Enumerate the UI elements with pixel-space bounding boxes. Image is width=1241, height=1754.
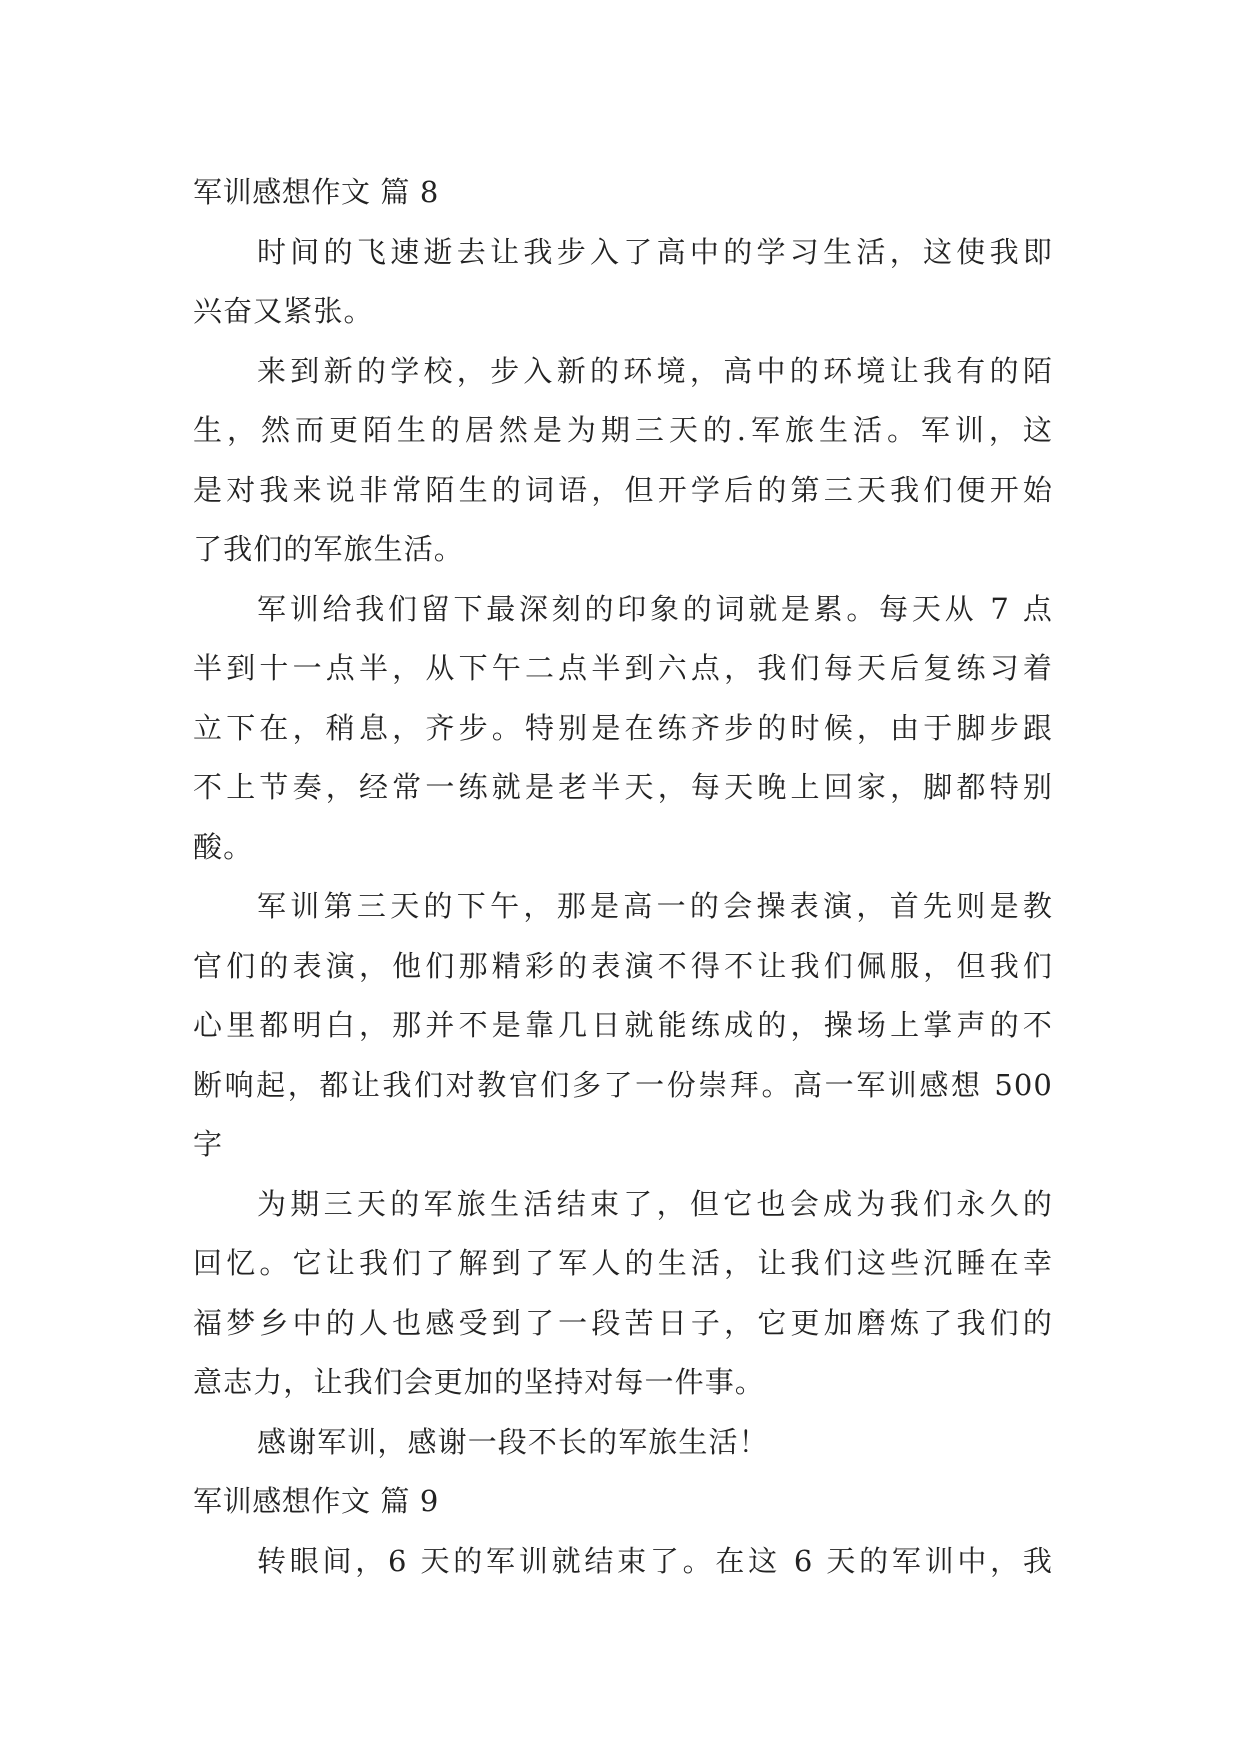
paragraph-line: 军训给我们留下最深刻的印象的词就是累。每天从 7 点: [257, 591, 1053, 626]
paragraph-line: 字: [193, 1127, 224, 1161]
paragraph-line: 来到新的学校，步入新的环境，高中的环境让我有的陌: [257, 353, 1053, 388]
paragraph-line: 兴奋又紧张。: [193, 294, 374, 328]
paragraph-line: 不上节奏，经常一练就是老半天，每天晚上回家，脚都特别: [193, 770, 1053, 804]
paragraph-line: 意志力，让我们会更加的坚持对每一件事。: [193, 1365, 765, 1399]
paragraph-line: 断响起，都让我们对教官们多了一份崇拜。高一军训感想 500: [193, 1067, 1053, 1102]
paragraph-line: 立下在，稍息，齐步。特别是在练齐步的时候，由于脚步跟: [193, 710, 1053, 745]
paragraph-line: 酸。: [193, 829, 254, 864]
paragraph-line: 官们的表演，他们那精彩的表演不得不让我们佩服，但我们: [193, 948, 1053, 983]
document-body: [193, 163, 1053, 1591]
section-heading: 军训感想作文 篇 8: [193, 175, 439, 209]
paragraph-line: 回忆。它让我们了解到了军人的生活，让我们这些沉睡在幸: [193, 1246, 1053, 1280]
paragraph-line: 是对我来说非常陌生的词语，但开学后的第三天我们便开始: [193, 472, 1053, 507]
paragraph-line: 心里都明白，那并不是靠几日就能练成的，操场上掌声的不: [193, 1008, 1053, 1042]
paragraph-line: 生，然而更陌生的居然是为期三天的.军旅生活。军训，这: [193, 413, 1053, 447]
paragraph-line: 半到十一点半，从下午二点半到六点，我们每天后复练习着: [193, 651, 1053, 685]
paragraph-line: 转眼间，6 天的军训就结束了。在这 6 天的军训中，我: [257, 1543, 1053, 1578]
paragraph-line: 为期三天的军旅生活结束了，但它也会成为我们永久的: [257, 1186, 1053, 1221]
paragraph-line: 军训第三天的下午，那是高一的会操表演，首先则是教: [257, 889, 1053, 923]
paragraph-line: 了我们的军旅生活。: [193, 532, 464, 566]
paragraph-line: 感谢军训，感谢一段不长的军旅生活！: [257, 1424, 769, 1459]
section-heading: 军训感想作文 篇 9: [193, 1484, 439, 1518]
paragraph-line: 时间的飞速逝去让我步入了高中的学习生活，这使我即: [257, 234, 1053, 269]
paragraph-line: 福梦乡中的人也感受到了一段苦日子，它更加磨炼了我们的: [193, 1305, 1053, 1340]
